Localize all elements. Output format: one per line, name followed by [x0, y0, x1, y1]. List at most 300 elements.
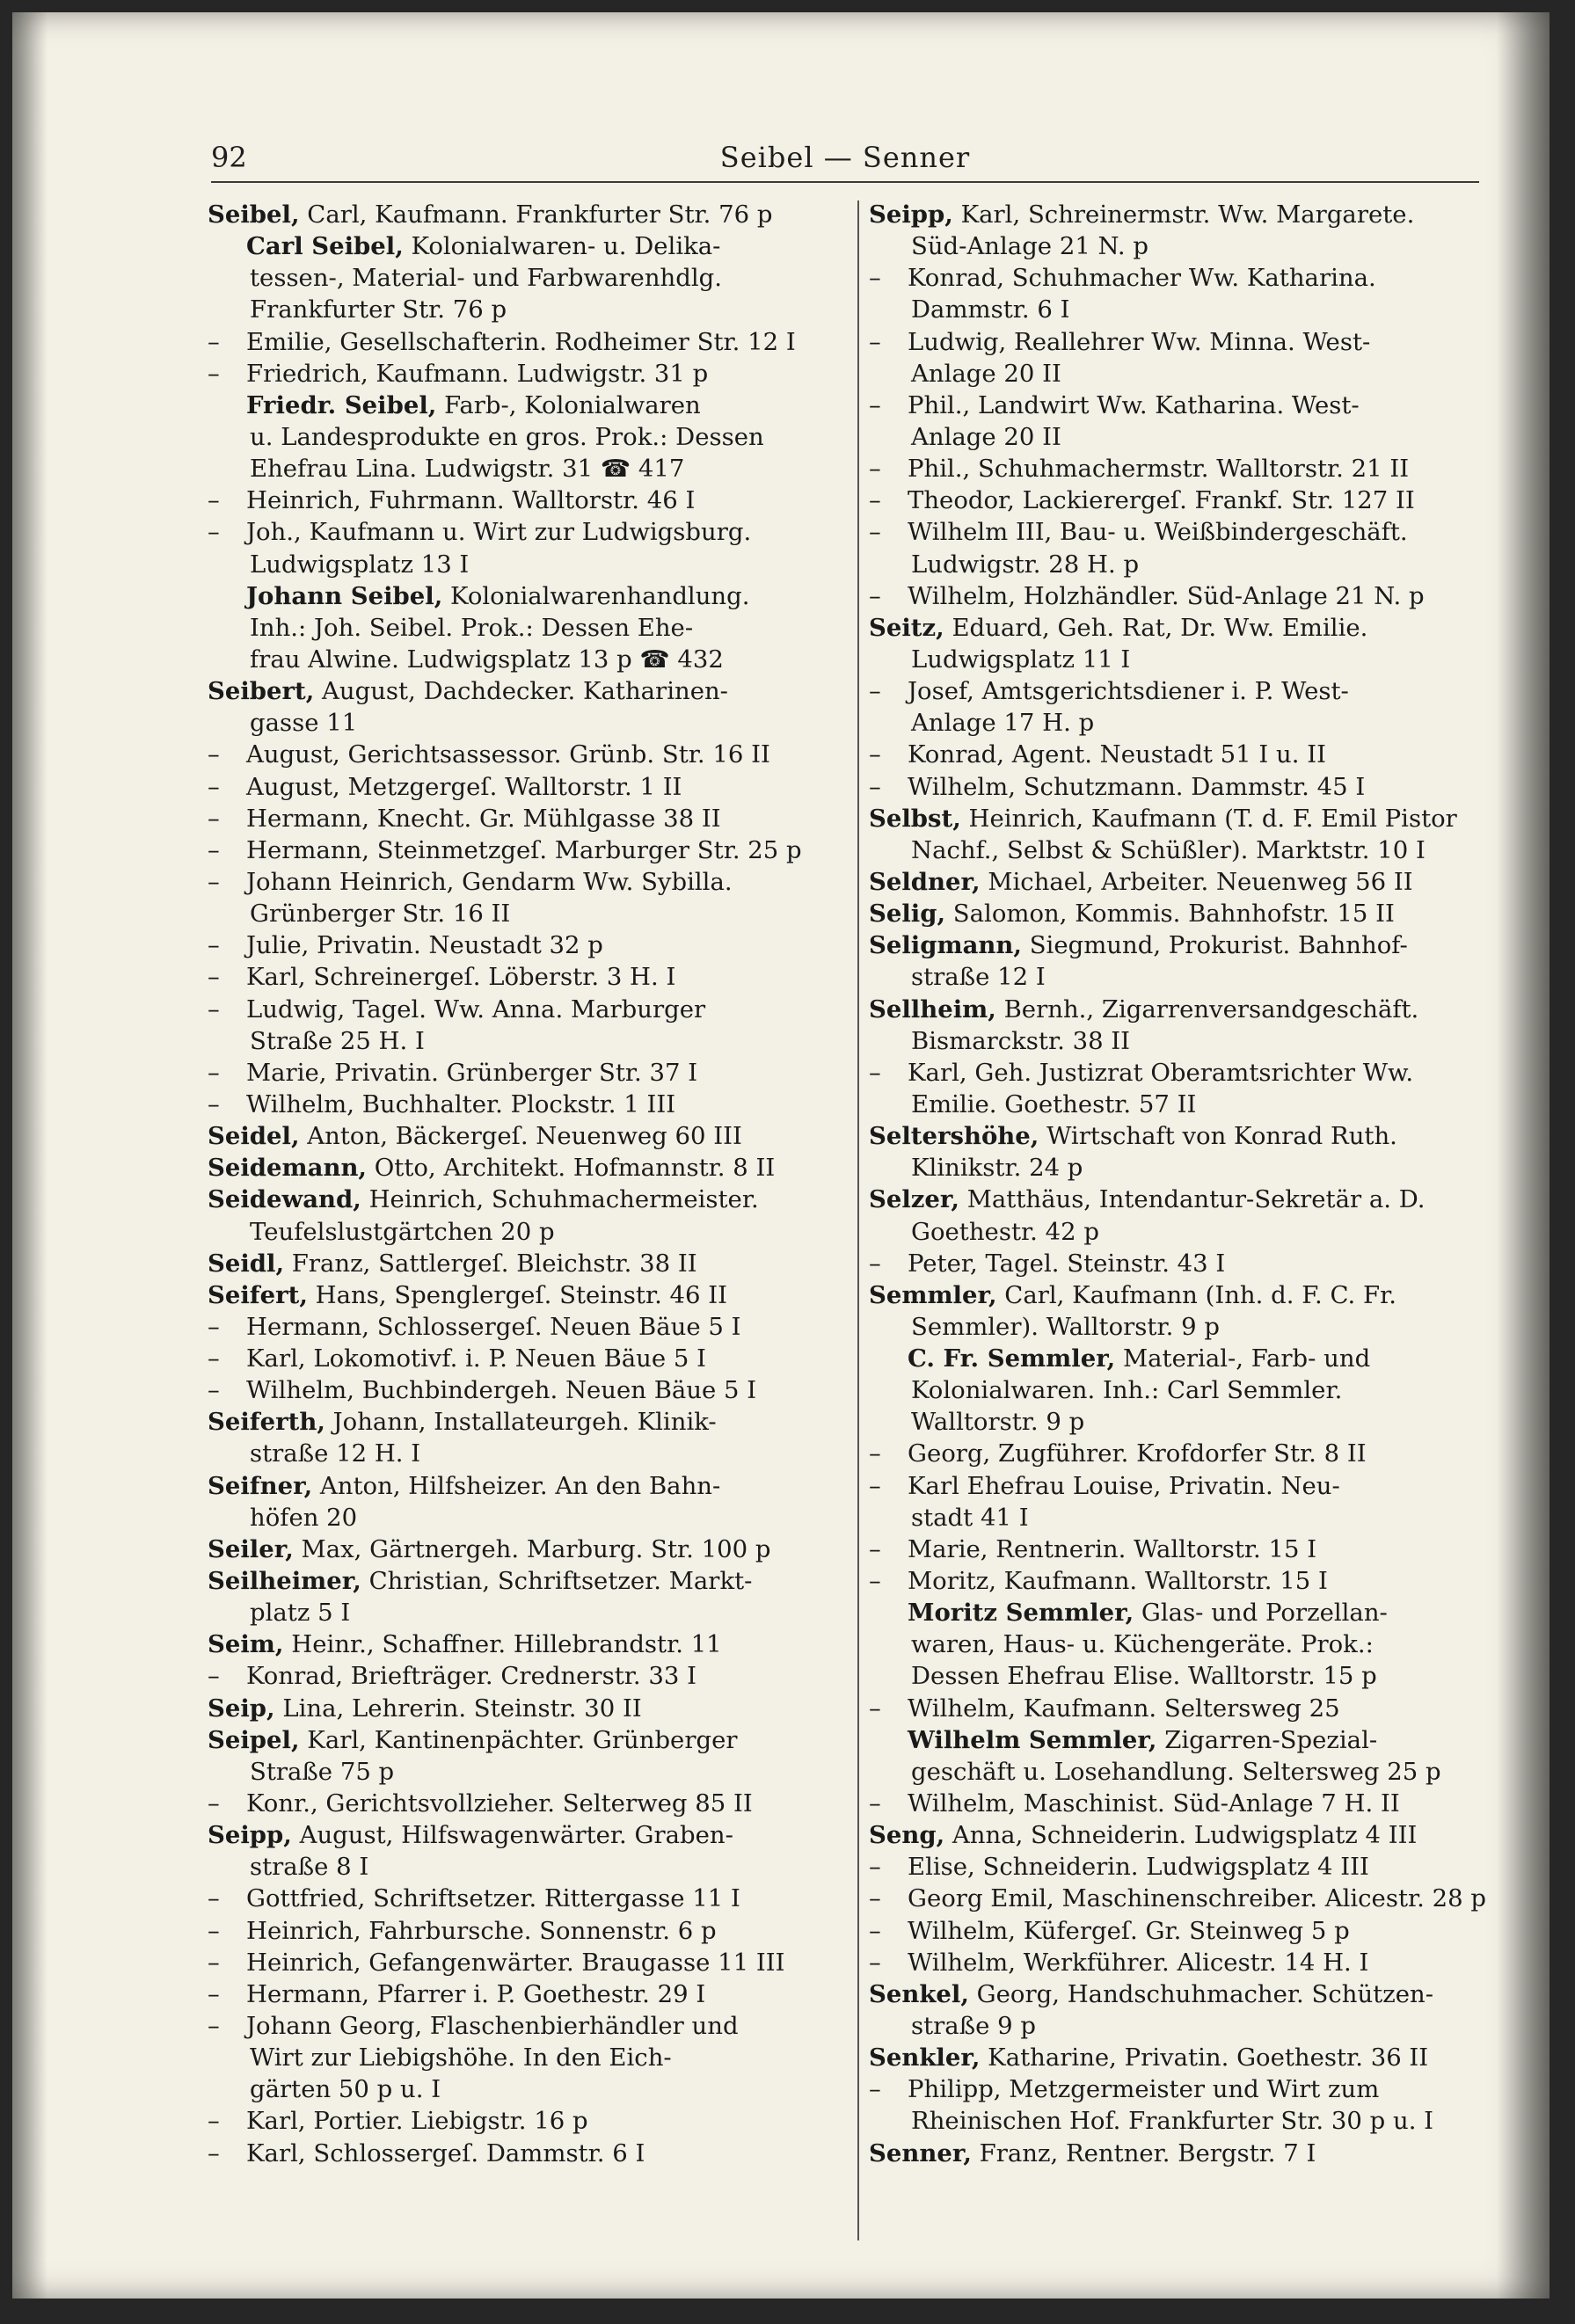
directory-line: [869, 262, 1520, 294]
directory-line: [208, 1788, 858, 1819]
directory-line: [208, 2010, 858, 2042]
column-divider: [857, 200, 859, 2240]
directory-line: [208, 1057, 858, 1089]
directory-line: [208, 1756, 858, 1788]
directory-line: [208, 2138, 858, 2169]
directory-line: [208, 1120, 858, 1152]
entry-text: Salomon, Kommis. Bahnhofstr. 15 II: [945, 900, 1395, 929]
entry-text: Franz, Rentner. Bergstr. 7 I: [971, 2138, 1316, 2167]
repeat-dash: –: [869, 390, 881, 419]
entry-text: Peter, Tagel. Steinstr. 43 I: [908, 1249, 1226, 1278]
entry-text: Katharine, Privatin. Goethestr. 36 II: [980, 2044, 1429, 2073]
repeat-dash: –: [208, 1344, 220, 1373]
repeat-dash: –: [869, 264, 881, 293]
repeat-dash: –: [208, 1376, 220, 1405]
directory-line: [208, 1025, 858, 1057]
directory-line: [208, 1883, 858, 1914]
directory-line: [208, 484, 858, 516]
entry-text: Moritz, Kaufmann. Walltorstr. 15 I: [908, 1567, 1328, 1596]
entry-name: Seligmann,: [869, 931, 1022, 960]
repeat-dash: –: [869, 327, 881, 356]
entry-name: Seng,: [869, 1821, 945, 1850]
directory-line: [208, 929, 858, 961]
entry-text: Julie, Privatin. Neustadt 32 p: [246, 931, 603, 960]
repeat-dash: –: [869, 1916, 881, 1945]
entry-text: frau Alwine. Ludwigsplatz 13 p ☎ 432: [250, 645, 724, 674]
entry-name: Seiler,: [208, 1534, 294, 1563]
directory-line: [208, 421, 858, 453]
repeat-dash: –: [208, 963, 220, 992]
entry-text: Wilhelm, Kaufmann. Seltersweg 25: [908, 1694, 1340, 1723]
entry-text: Kolonialwaren. Inh.: Carl Semmler.: [911, 1376, 1343, 1405]
directory-page: [12, 12, 1549, 2299]
directory-line: [869, 358, 1520, 390]
directory-line: [869, 516, 1520, 548]
repeat-dash: –: [208, 772, 220, 801]
directory-line: [869, 1470, 1520, 1502]
directory-line: [869, 1502, 1520, 1534]
entry-text: u. Landesprodukte en gros. Prok.: Dessen: [250, 422, 764, 451]
repeat-dash: –: [869, 1948, 881, 1977]
entry-name: Selig,: [869, 900, 946, 929]
directory-line: [208, 1216, 858, 1248]
entry-text: Süd-Anlage 21 N. p: [911, 232, 1148, 261]
entry-name: Selzer,: [869, 1185, 959, 1214]
entry-name: Senkler,: [869, 2044, 981, 2073]
entry-text: Christian, Schriftsetzer. Markt-: [361, 1567, 753, 1596]
directory-line: [869, 1915, 1520, 1947]
entry-text: Heinr., Schaffner. Hillebrandstr. 11: [283, 1630, 722, 1659]
page-header: [211, 141, 1479, 183]
directory-line: [208, 644, 858, 675]
entry-text: Karl, Schreinergeſ. Löberstr. 3 H. I: [246, 963, 676, 992]
entry-text: gärten 50 p u. I: [250, 2075, 441, 2104]
directory-line: [869, 1025, 1520, 1057]
entry-text: Karl Ehefrau Louise, Privatin. Neu-: [908, 1471, 1340, 1500]
entry-text: straße 12 H. I: [250, 1439, 421, 1468]
entry-text: Anlage 20 II: [911, 422, 1061, 451]
directory-line: [208, 612, 858, 644]
directory-line: [869, 707, 1520, 739]
directory-line: [208, 1724, 858, 1756]
entry-text: Gottfried, Schriftsetzer. Rittergasse 11 I: [246, 1884, 740, 1913]
directory-line: [869, 1120, 1520, 1152]
repeat-dash: –: [869, 772, 881, 801]
directory-line: [208, 898, 858, 929]
directory-line: [869, 1565, 1520, 1597]
directory-line: [869, 1343, 1520, 1374]
repeat-dash: –: [869, 1853, 881, 1882]
entry-name: Seltershöhe,: [869, 1122, 1039, 1151]
entry-text: Wilhelm, Maschinist. Süd-Anlage 7 H. II: [908, 1789, 1400, 1818]
directory-line: [869, 390, 1520, 421]
directory-line: [208, 1819, 858, 1851]
entry-text: Wilhelm, Buchbindergeh. Neuen Bäue 5 I: [246, 1376, 757, 1405]
directory-line: [208, 961, 858, 993]
entry-text: Michael, Arbeiter. Neuenweg 56 II: [980, 867, 1413, 896]
directory-line: [208, 1184, 858, 1215]
entry-name: Senkel,: [869, 1979, 969, 2008]
directory-line: [208, 1089, 858, 1120]
repeat-dash: –: [208, 1662, 220, 1691]
repeat-dash: –: [869, 486, 881, 515]
entry-text: Karl, Kantinenpächter. Grünberger: [299, 1725, 738, 1754]
directory-line: [208, 1851, 858, 1883]
entry-text: Johann Heinrich, Gendarm Ww. Sybilla.: [246, 867, 733, 896]
repeat-dash: –: [208, 518, 220, 547]
entry-text: tessen-, Material- und Farbwarenhdlg.: [250, 264, 723, 293]
directory-line: [869, 1947, 1520, 1978]
entry-text: Franz, Sattlergeſ. Bleichstr. 38 II: [284, 1249, 697, 1278]
directory-line: [208, 1374, 858, 1406]
entry-text: Anlage 17 H. p: [911, 709, 1095, 738]
entry-text: Anna, Schneiderin. Ludwigsplatz 4 III: [944, 1821, 1418, 1850]
directory-line: [869, 1152, 1520, 1184]
entry-text: Elise, Schneiderin. Ludwigsplatz 4 III: [908, 1853, 1369, 1882]
directory-line: [869, 644, 1520, 675]
entry-name: Seitz,: [869, 613, 944, 642]
entry-name: Seifert,: [208, 1280, 308, 1309]
directory-line: [869, 2105, 1520, 2137]
directory-line: [208, 803, 858, 834]
directory-line: [208, 707, 858, 739]
entry-text: Konr., Gerichtsvollzieher. Selterweg 85 II: [246, 1789, 753, 1818]
entry-text: Karl, Schreinermstr. Ww. Margarete.: [952, 200, 1415, 229]
directory-line: [869, 1184, 1520, 1215]
entry-text: August, Metzgergeſ. Walltorstr. 1 II: [246, 772, 682, 801]
directory-line: [869, 326, 1520, 358]
directory-line: [208, 262, 858, 294]
entry-text: Rheinischen Hof. Frankfurter Str. 30 p u. I: [911, 2107, 1434, 2136]
entry-text: Otto, Architekt. Hofmannstr. 8 II: [367, 1154, 776, 1183]
repeat-dash: –: [869, 677, 881, 706]
entry-text: Konrad, Schuhmacher Ww. Katharina.: [908, 264, 1376, 293]
entry-text: Straße 25 H. I: [250, 1026, 425, 1055]
entry-text: Wilhelm, Küfergeſ. Gr. Steinweg 5 p: [908, 1916, 1350, 1945]
directory-line: [208, 549, 858, 580]
entry-text: Wirt zur Liebigshöhe. In den Eich-: [250, 2044, 672, 2073]
repeat-dash: –: [208, 740, 220, 769]
directory-line: [869, 1597, 1520, 1628]
entry-name: Seidel,: [208, 1122, 300, 1151]
repeat-dash: –: [869, 2075, 881, 2104]
entry-name: Seibel,: [208, 200, 300, 229]
entry-text: Wilhelm III, Bau- u. Weißbindergeschäft.: [908, 518, 1408, 547]
entry-name: Seilheimer,: [208, 1567, 361, 1596]
entry-text: Kolonialwarenhandlung.: [442, 581, 750, 610]
entry-text: Dessen Ehefrau Elise. Walltorstr. 15 p: [911, 1662, 1377, 1691]
entry-text: Nachf., Selbst & Schüßler). Marktstr. 10 I: [911, 835, 1426, 864]
directory-line: [208, 1978, 858, 2010]
entry-text: Grünberger Str. 16 II: [250, 900, 511, 929]
entry-text: Joh., Kaufmann u. Wirt zur Ludwigsburg.: [246, 518, 752, 547]
entry-text: Farb-, Kolonialwaren: [436, 390, 701, 419]
directory-line: [869, 1406, 1520, 1438]
entry-text: Hans, Spenglergeſ. Steinstr. 46 II: [307, 1280, 728, 1309]
entry-text: Hermann, Knecht. Gr. Mühlgasse 38 II: [246, 804, 721, 833]
directory-line: [208, 2042, 858, 2073]
entry-text: Matthäus, Intendantur-Sekretär a. D.: [959, 1185, 1426, 1214]
entry-text: Josef, Amtsgerichtsdiener i. P. West-: [908, 677, 1349, 706]
entry-text: straße 8 I: [250, 1853, 369, 1882]
entry-text: Konrad, Briefträger. Crednerstr. 33 I: [246, 1662, 696, 1691]
repeat-dash: –: [208, 1089, 220, 1118]
entry-text: Ludwig, Reallehrer Ww. Minna. West-: [908, 327, 1371, 356]
directory-line: [208, 1915, 858, 1947]
directory-line: [869, 1279, 1520, 1311]
directory-line: [208, 1470, 858, 1502]
entry-text: Anlage 20 II: [911, 359, 1061, 388]
entry-text: straße 12 I: [911, 963, 1046, 992]
repeat-dash: –: [869, 518, 881, 547]
directory-line: [208, 1597, 858, 1628]
directory-line: [869, 1628, 1520, 1660]
directory-line: [208, 580, 858, 612]
entry-text: Ehefrau Lina. Ludwigstr. 31 ☎ 417: [250, 455, 685, 484]
repeat-dash: –: [869, 1694, 881, 1723]
entry-text: Emilie. Goethestr. 57 II: [911, 1089, 1197, 1118]
directory-line: [208, 675, 858, 707]
entry-text: August, Gerichtsassessor. Grünb. Str. 16 II: [246, 740, 770, 769]
directory-line: [208, 1660, 858, 1692]
entry-text: Carl, Kaufmann. Frankfurter Str. 76 p: [299, 200, 773, 229]
entry-text: Ludwigsplatz 11 I: [911, 645, 1131, 674]
directory-line: [869, 1819, 1520, 1851]
directory-line: [208, 1565, 858, 1597]
repeat-dash: –: [208, 2107, 220, 2136]
directory-line: [208, 294, 858, 325]
entry-text: Johann Georg, Flaschenbierhändler und: [246, 2012, 739, 2041]
entry-text: Wilhelm, Schutzmann. Dammstr. 45 I: [908, 772, 1366, 801]
entry-text: Walltorstr. 9 p: [911, 1408, 1085, 1437]
repeat-dash: –: [869, 1439, 881, 1468]
entry-text: Wilhelm, Holzhändler. Süd-Anlage 21 N. p: [908, 581, 1425, 610]
running-head: Seibel — Senner: [719, 141, 971, 174]
directory-line: [869, 1724, 1520, 1756]
directory-line: [869, 1978, 1520, 2010]
directory-line: [208, 834, 858, 866]
entry-text: Dammstr. 6 I: [911, 295, 1070, 324]
directory-line: [869, 929, 1520, 961]
entry-name: Seldner,: [869, 867, 981, 896]
entry-text: Johann, Installateurgeh. Klinik-: [324, 1408, 717, 1437]
entry-name: Seifner,: [208, 1471, 313, 1500]
directory-line: [869, 2042, 1520, 2073]
directory-line: [208, 1438, 858, 1469]
entry-text: Goethestr. 42 p: [911, 1217, 1099, 1246]
entry-text: Konrad, Agent. Neustadt 51 I u. II: [908, 740, 1326, 769]
entry-text: stadt 41 I: [911, 1503, 1029, 1532]
page-number: 92: [211, 141, 247, 174]
directory-line: [869, 421, 1520, 453]
entry-text: Ludwigstr. 28 H. p: [911, 550, 1140, 579]
entry-text: Marie, Rentnerin. Walltorstr. 15 I: [908, 1534, 1317, 1563]
entry-text: Wirtschaft von Konrad Ruth.: [1039, 1122, 1397, 1151]
directory-line: [208, 1693, 858, 1724]
entry-text: Hermann, Steinmetzgeſ. Marburger Str. 25 p: [246, 835, 802, 864]
directory-line: [208, 1947, 858, 1978]
directory-line: [869, 2073, 1520, 2105]
directory-line: [869, 580, 1520, 612]
directory-line: [208, 390, 858, 421]
directory-line: [869, 1851, 1520, 1883]
entry-name: Seim,: [208, 1630, 284, 1659]
entry-text: Friedrich, Kaufmann. Ludwigstr. 31 p: [246, 359, 709, 388]
repeat-dash: –: [208, 327, 220, 356]
entry-text: Zigarren-Spezial-: [1156, 1725, 1378, 1754]
repeat-dash: –: [869, 1058, 881, 1087]
repeat-dash: –: [869, 740, 881, 769]
repeat-dash: –: [208, 1884, 220, 1913]
entry-text: Anton, Hilfsheizer. An den Bahn-: [312, 1471, 721, 1500]
directory-line: [869, 2138, 1520, 2169]
directory-line: [869, 994, 1520, 1025]
entry-text: Heinrich, Kaufmann (T. d. F. Emil Pistor: [960, 804, 1457, 833]
entry-text: Inh.: Joh. Seibel. Prok.: Dessen Ehe-: [250, 613, 694, 642]
entry-name: Sellheim,: [869, 994, 996, 1024]
entry-text: Heinrich, Fuhrmann. Walltorstr. 46 I: [246, 486, 696, 515]
repeat-dash: –: [869, 1789, 881, 1818]
directory-line: [869, 866, 1520, 898]
directory-line: [869, 199, 1520, 230]
entry-name: Selbst,: [869, 804, 961, 833]
entry-text: Bismarckstr. 38 II: [911, 1026, 1131, 1055]
directory-line: [208, 516, 858, 548]
repeat-dash: –: [869, 1534, 881, 1563]
directory-line: [208, 2073, 858, 2105]
entry-name: Johann Seibel,: [246, 581, 443, 610]
entry-text: Siegmund, Prokurist. Bahnhof-: [1021, 931, 1408, 960]
repeat-dash: –: [208, 1312, 220, 1341]
directory-line: [208, 1502, 858, 1534]
entry-text: Georg, Handschuhmacher. Schützen-: [968, 1979, 1433, 2008]
entry-text: waren, Haus- u. Küchengeräte. Prok.:: [911, 1630, 1374, 1659]
directory-line: [869, 484, 1520, 516]
repeat-dash: –: [208, 867, 220, 896]
repeat-dash: –: [869, 581, 881, 610]
directory-line: [208, 1406, 858, 1438]
directory-line: [869, 1216, 1520, 1248]
directory-line: [208, 326, 858, 358]
directory-line: [869, 1374, 1520, 1406]
entry-name: Carl Seibel,: [246, 232, 404, 261]
entry-text: Theodor, Lackierergeſ. Frankf. Str. 127 II: [908, 486, 1415, 515]
entry-text: straße 9 p: [911, 2012, 1036, 2041]
repeat-dash: –: [208, 1948, 220, 1977]
entry-name: Semmler,: [869, 1280, 997, 1309]
entry-text: Hermann, Pfarrer i. P. Goethestr. 29 I: [246, 1979, 706, 2008]
repeat-dash: –: [208, 994, 220, 1024]
entry-text: Frankfurter Str. 76 p: [250, 295, 507, 324]
entry-text: Wilhelm, Buchhalter. Plockstr. 1 III: [246, 1089, 676, 1118]
directory-line: [869, 1756, 1520, 1788]
directory-line: [208, 1248, 858, 1279]
repeat-dash: –: [869, 1884, 881, 1913]
directory-line: [869, 739, 1520, 770]
directory-line: [869, 898, 1520, 929]
entry-text: Karl, Portier. Liebigstr. 16 p: [246, 2107, 588, 2136]
repeat-dash: –: [869, 1471, 881, 1500]
repeat-dash: –: [208, 2012, 220, 2041]
entry-text: Phil., Schuhmachermstr. Walltorstr. 21 II: [908, 455, 1410, 484]
directory-line: [869, 612, 1520, 644]
directory-line: [208, 453, 858, 484]
directory-line: [208, 1534, 858, 1565]
repeat-dash: –: [208, 1058, 220, 1087]
entry-name: Wilhelm Semmler,: [908, 1725, 1157, 1754]
directory-line: [869, 834, 1520, 866]
entry-text: Philipp, Metzgermeister und Wirt zum: [908, 2075, 1380, 2104]
binding-shadow: [12, 12, 47, 2299]
entry-text: platz 5 I: [250, 1599, 351, 1628]
entry-name: Friedr. Seibel,: [246, 390, 437, 419]
repeat-dash: –: [869, 1567, 881, 1596]
entry-text: Georg, Zugführer. Krofdorfer Str. 8 II: [908, 1439, 1367, 1468]
repeat-dash: –: [869, 455, 881, 484]
entry-name: Seidemann,: [208, 1154, 368, 1183]
right-column: [869, 199, 1520, 2169]
directory-line: [869, 803, 1520, 834]
entry-text: Kolonialwaren- u. Delika-: [403, 232, 721, 261]
repeat-dash: –: [208, 359, 220, 388]
directory-line: [869, 1311, 1520, 1343]
directory-line: [869, 1788, 1520, 1819]
entry-name: Seipel,: [208, 1725, 300, 1754]
entry-text: Karl, Geh. Justizrat Oberamtsrichter Ww.: [908, 1058, 1414, 1087]
entry-text: Ludwig, Tagel. Ww. Anna. Marburger: [246, 994, 706, 1024]
repeat-dash: –: [869, 1249, 881, 1278]
entry-text: Carl, Kaufmann (Inh. d. F. C. Fr.: [996, 1280, 1396, 1309]
entry-text: Klinikstr. 24 p: [911, 1154, 1083, 1183]
entry-text: höfen 20: [250, 1503, 358, 1532]
entry-name: Seibert,: [208, 677, 315, 706]
entry-text: Bernh., Zigarrenversandgeschäft.: [995, 994, 1419, 1024]
entry-text: August, Hilfswagenwärter. Graben-: [291, 1821, 733, 1850]
repeat-dash: –: [208, 835, 220, 864]
entry-text: Glas- und Porzellan-: [1134, 1599, 1388, 1628]
directory-line: [208, 199, 858, 230]
entry-text: Straße 75 p: [250, 1757, 395, 1786]
repeat-dash: –: [208, 486, 220, 515]
directory-line: [869, 1248, 1520, 1279]
directory-line: [208, 1311, 858, 1343]
directory-line: [208, 1279, 858, 1311]
directory-line: [869, 1660, 1520, 1692]
directory-line: [208, 230, 858, 262]
entry-text: Georg Emil, Maschinenschreiber. Alicestr. 28 p: [908, 1884, 1486, 1913]
entry-text: August, Dachdecker. Katharinen-: [314, 677, 728, 706]
repeat-dash: –: [208, 1789, 220, 1818]
entry-text: Heinrich, Schuhmachermeister.: [361, 1185, 759, 1214]
directory-line: [869, 1534, 1520, 1565]
directory-line: [869, 294, 1520, 325]
entry-text: Ludwigsplatz 13 I: [250, 550, 470, 579]
directory-line: [869, 453, 1520, 484]
directory-line: [869, 1089, 1520, 1120]
entry-text: Eduard, Geh. Rat, Dr. Ww. Emilie.: [944, 613, 1368, 642]
entry-text: Karl, Schlossergeſ. Dammstr. 6 I: [246, 2138, 645, 2167]
entry-text: Marie, Privatin. Grünberger Str. 37 I: [246, 1058, 698, 1087]
entry-text: Hermann, Schlossergeſ. Neuen Bäue 5 I: [246, 1312, 741, 1341]
entry-text: Material-, Farb- und: [1115, 1344, 1371, 1373]
directory-line: [208, 2105, 858, 2137]
directory-line: [869, 1883, 1520, 1914]
directory-line: [869, 230, 1520, 262]
entry-text: Anton, Bäckergeſ. Neuenweg 60 III: [299, 1122, 742, 1151]
directory-line: [208, 1343, 858, 1374]
entry-text: Max, Gärtnergeh. Marburg. Str. 100 p: [293, 1534, 771, 1563]
directory-line: [869, 771, 1520, 803]
